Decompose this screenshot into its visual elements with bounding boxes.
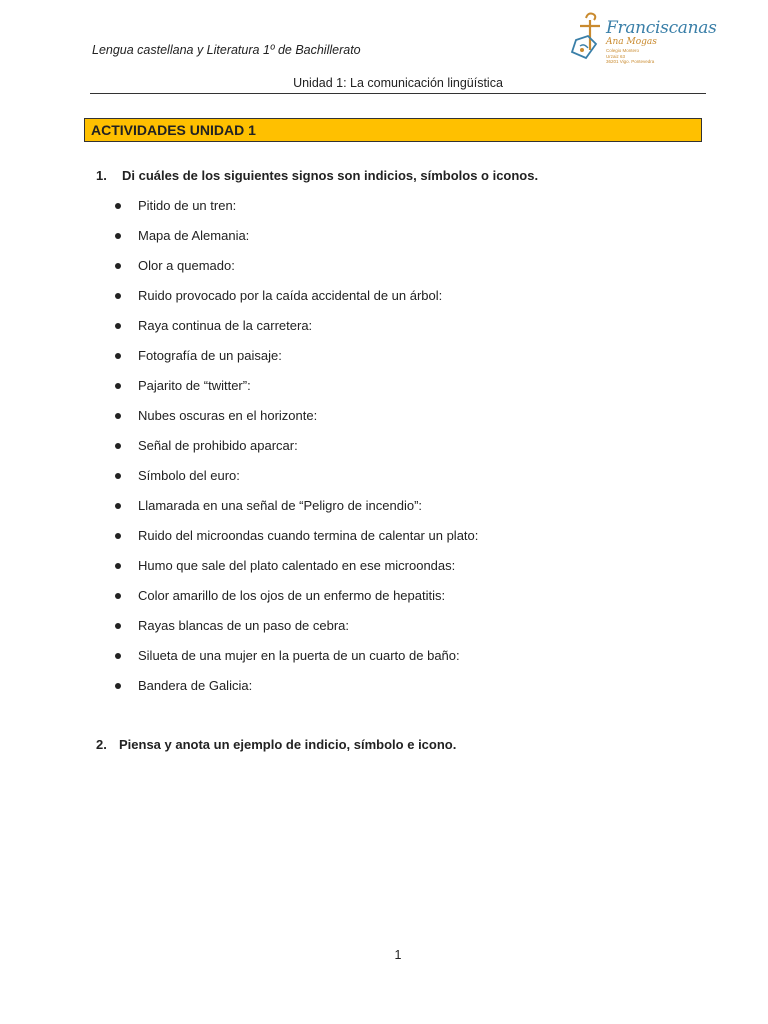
question-number: 1. bbox=[96, 168, 107, 183]
list-item: Raya continua de la carretera: bbox=[112, 316, 478, 346]
list-item: Ruido provocado por la caída accidental de un árbol: bbox=[112, 286, 478, 316]
unit-title: Unidad 1: La comunicación lingüística bbox=[293, 76, 503, 90]
list-item: Silueta de una mujer en la puerta de un cuarto de baño: bbox=[112, 646, 478, 676]
question-text: Piensa y anota un ejemplo de indicio, símbolo e icono. bbox=[119, 737, 457, 752]
logo-address-line: 36201 Vigo. Pontevedra bbox=[606, 59, 655, 64]
list-item: Color amarillo de los ojos de un enfermo de hepatitis: bbox=[112, 586, 478, 616]
logo-title: Franciscanas bbox=[606, 18, 717, 38]
header-divider bbox=[90, 93, 706, 94]
list-item: Olor a quemado: bbox=[112, 256, 478, 286]
list-item: Fotografía de un paisaje: bbox=[112, 346, 478, 376]
question-2 bbox=[96, 737, 456, 752]
page-number: 1 bbox=[394, 948, 402, 962]
sign-list bbox=[112, 196, 478, 706]
logo-address-line: Urzaiz 63 bbox=[606, 53, 626, 59]
school-logo bbox=[566, 10, 717, 72]
list-item: Humo que sale del plato calentado en ese microondas: bbox=[112, 556, 478, 586]
logo-address-line: Colegio Montero bbox=[606, 48, 640, 53]
list-item: Pajarito de “twitter”: bbox=[112, 376, 478, 406]
list-item: Rayas blancas de un paso de cebra: bbox=[112, 616, 478, 646]
logo-subtitle: Ana Mogas bbox=[606, 37, 657, 47]
list-item: Mapa de Alemania: bbox=[112, 226, 478, 256]
list-item: Nubes oscuras en el horizonte: bbox=[112, 406, 478, 436]
logo-address bbox=[606, 48, 666, 65]
list-item: Señal de prohibido aparcar: bbox=[112, 436, 478, 466]
list-item: Ruido del microondas cuando termina de calentar un plato: bbox=[112, 526, 478, 556]
section-title: ACTIVIDADES UNIDAD 1 bbox=[91, 122, 256, 138]
question-1 bbox=[96, 168, 538, 183]
list-item: Bandera de Galicia: bbox=[112, 676, 478, 706]
tau-cross-icon bbox=[566, 10, 610, 72]
list-item: Símbolo del euro: bbox=[112, 466, 478, 496]
section-banner bbox=[84, 118, 702, 142]
list-item: Llamarada en una señal de “Peligro de incendio”: bbox=[112, 496, 478, 526]
list-item: Pitido de un tren: bbox=[112, 196, 478, 226]
question-text: Di cuáles de los siguientes signos son indicios, símbolos o iconos. bbox=[122, 168, 539, 183]
course-header: Lengua castellana y Literatura 1º de Bachillerato bbox=[92, 43, 361, 57]
question-number: 2. bbox=[96, 737, 107, 752]
